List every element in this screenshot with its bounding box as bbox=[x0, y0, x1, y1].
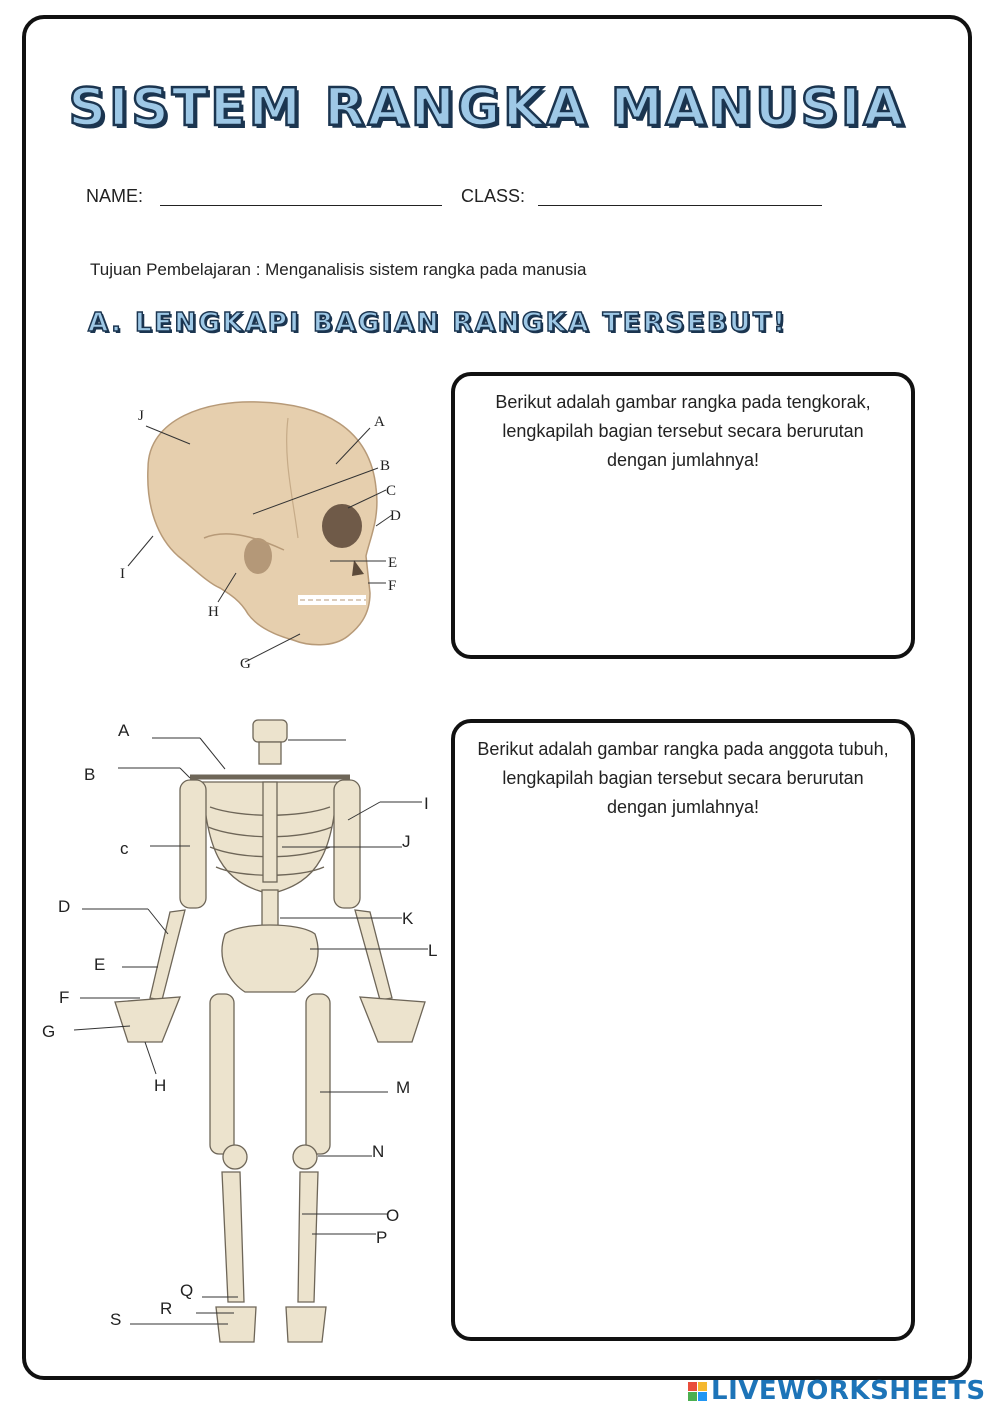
skeleton-label: F bbox=[59, 988, 70, 1007]
skull-label: A bbox=[374, 414, 385, 430]
skull-label: F bbox=[388, 578, 397, 594]
skull-label: E bbox=[388, 555, 398, 571]
skull-label: C bbox=[386, 483, 397, 499]
skeleton-label: A bbox=[118, 721, 130, 740]
brand-name: LIVEWORKSHEETS bbox=[711, 1376, 986, 1406]
name-label: NAME: bbox=[86, 186, 144, 206]
skeleton-illustration bbox=[30, 712, 450, 1352]
skull-drawing bbox=[148, 402, 377, 645]
skeleton-label: S bbox=[110, 1310, 122, 1329]
skeleton-label: G bbox=[42, 1022, 56, 1041]
page-title: SISTEM RANGKA MANUSIA bbox=[68, 78, 907, 138]
skeleton-label: R bbox=[160, 1299, 173, 1318]
skeleton-label: B bbox=[84, 765, 96, 784]
skeleton-label: K bbox=[402, 909, 414, 928]
name-field[interactable] bbox=[160, 205, 442, 206]
skeleton-label: I bbox=[424, 794, 429, 813]
section-a-heading: A. LENGKAPI BAGIAN RANGKA TERSEBUT! bbox=[88, 308, 788, 338]
skull-label: B bbox=[380, 458, 391, 474]
skeleton-label: D bbox=[58, 897, 71, 916]
skeleton-answer-box[interactable] bbox=[451, 719, 915, 1341]
skull-illustration bbox=[108, 378, 438, 678]
skull-label: I bbox=[120, 566, 125, 582]
skeleton-label: M bbox=[396, 1078, 411, 1097]
skeleton-drawing bbox=[115, 720, 425, 1342]
liveworksheets-logo bbox=[688, 1376, 986, 1406]
skeleton-label: N bbox=[372, 1142, 385, 1161]
skeleton-label: P bbox=[376, 1228, 388, 1247]
skull-label: G bbox=[240, 656, 251, 672]
skull-instruction: Berikut adalah gambar rangka pada tengkorak, lengkapilah bagian tersebut secara berurutan dengan jumlahnya! bbox=[495, 392, 871, 470]
skull-answer-box[interactable] bbox=[451, 372, 915, 659]
skeleton-label: O bbox=[386, 1206, 400, 1225]
skull-label: H bbox=[208, 604, 219, 620]
class-field[interactable] bbox=[538, 205, 822, 206]
skeleton-label: H bbox=[154, 1076, 167, 1095]
logo-grid-icon bbox=[688, 1382, 707, 1401]
skeleton-label: Q bbox=[180, 1281, 194, 1300]
skeleton-label: E bbox=[94, 955, 106, 974]
skull-label: D bbox=[390, 508, 401, 524]
skeleton-label: L bbox=[428, 941, 438, 960]
skull-label: J bbox=[138, 408, 144, 424]
skeleton-label: J bbox=[402, 832, 411, 851]
skeleton-instruction: Berikut adalah gambar rangka pada anggota tubuh, lengkapilah bagian tersebut secara berurutan dengan jumlahnya! bbox=[477, 739, 889, 817]
learning-objective: Tujuan Pembelajaran : Menganalisis sistem rangka pada manusia bbox=[90, 260, 587, 279]
class-label: CLASS: bbox=[461, 186, 526, 206]
skeleton-label: c bbox=[120, 839, 129, 858]
